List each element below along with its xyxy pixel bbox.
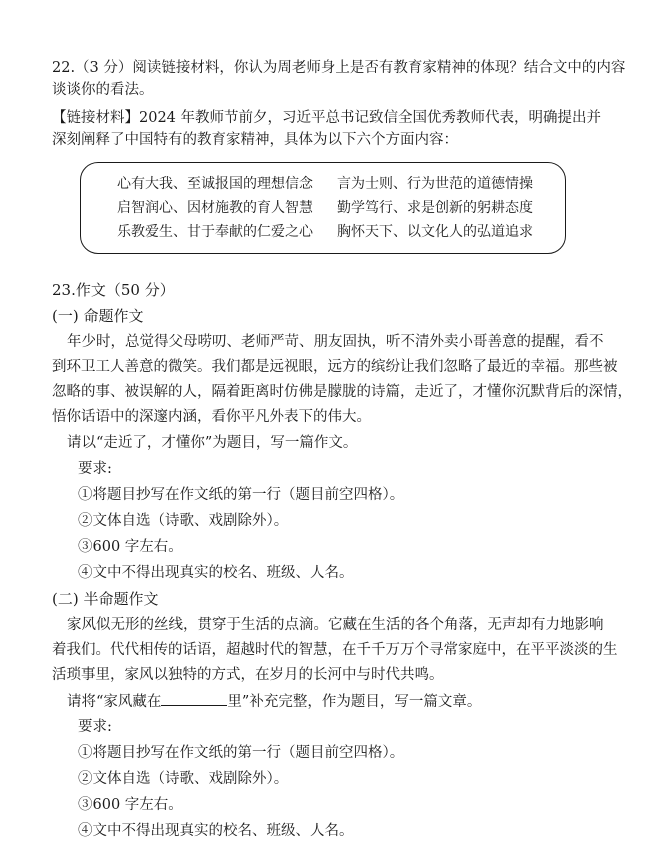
part1-heading: (一) 命题作文 — [52, 307, 144, 325]
part1-para-line: 年少时，总觉得父母唠叨、老师严苛、朋友固执，听不清外卖小哥善意的提醒，看不 — [67, 334, 604, 350]
part1-para-line: 到环卫工人善意的微笑。我们都是远视眼，远方的缤纷让我们忽略了最近的幸福。那些被 — [52, 359, 618, 375]
spirit-item: 启智润心、因材施教的育人智慧 — [117, 200, 313, 216]
q22-line-2: 谈谈你的看法。 — [52, 82, 154, 98]
part1-requirements-label: 要求: — [78, 461, 112, 477]
part2-requirement: ③600 字左右。 — [78, 797, 183, 813]
link-material-line-2: 深刻阐释了中国特有的教育家精神，具体为以下六个方面内容： — [52, 132, 458, 148]
part2-para-line: 着我们。代代相传的话语，超越时代的智慧，在千千万万个寻常家庭中，在平平淡淡的生 — [52, 642, 618, 658]
part1-prompt: 请以“走近了，才懂你”为题目，写一篇作文。 — [67, 435, 358, 451]
part2-heading: (二) 半命题作文 — [52, 590, 159, 608]
spirit-item: 心有大我、至诚报国的理想信念 — [117, 176, 313, 192]
part1-requirement: ④文中不得出现真实的校名、班级、人名。 — [78, 565, 354, 581]
part1-requirement: ③600 字左右。 — [78, 539, 183, 555]
part2-para-line: 家风似无形的丝线，贯穿于生活的点滴。它藏在生活的各个角落，无声却有力地影响 — [67, 617, 604, 633]
educator-spirit-box — [80, 162, 566, 254]
part2-prompt-before: 请将“家风藏在 — [67, 694, 162, 710]
spirit-item: 乐教爱生、甘于奉献的仁爱之心 — [117, 224, 313, 240]
part2-requirement: ②文体自选（诗歌、戏剧除外）。 — [78, 771, 289, 787]
spirit-item: 胸怀天下、以文化人的弘道追求 — [337, 224, 533, 240]
fill-in-blank — [161, 691, 227, 706]
q23-heading: 23.作文（50 分） — [52, 281, 175, 299]
part1-para-line: 悟你话语中的深邃内涵，看你平凡外表下的伟大。 — [52, 409, 371, 425]
part1-para-line: 忽略的事、被误解的人，隔着距离时仿佛是朦胧的诗篇，走近了，才懂你沉默背后的深情， — [52, 384, 632, 400]
part2-prompt — [67, 691, 481, 712]
part1-requirement: ①将题目抄写在作文纸的第一行（题目前空四格）。 — [78, 487, 405, 503]
q22-line-1: 22.（3 分）阅读链接材料，你认为周老师身上是否有教育家精神的体现？结合文中的内容 — [52, 60, 626, 76]
spirit-item: 言为士则、行为世范的道德情操 — [337, 176, 533, 192]
part2-requirements-label: 要求: — [78, 719, 112, 735]
link-material-line-1: 【链接材料】2024 年教师节前夕，习近平总书记致信全国优秀教师代表，明确提出并 — [52, 110, 602, 126]
part1-requirement: ②文体自选（诗歌、戏剧除外）。 — [78, 513, 289, 529]
part2-para-line: 活琐事里，家风以独特的方式，在岁月的长河中与时代共鸣。 — [52, 667, 444, 683]
part2-requirement: ①将题目抄写在作文纸的第一行（题目前空四格）。 — [78, 745, 405, 761]
part2-requirement: ④文中不得出现真实的校名、班级、人名。 — [78, 823, 354, 839]
part2-prompt-after: 里”补充完整，作为题目，写一篇文章。 — [227, 694, 482, 710]
spirit-item: 勤学笃行、求是创新的躬耕态度 — [337, 200, 533, 216]
